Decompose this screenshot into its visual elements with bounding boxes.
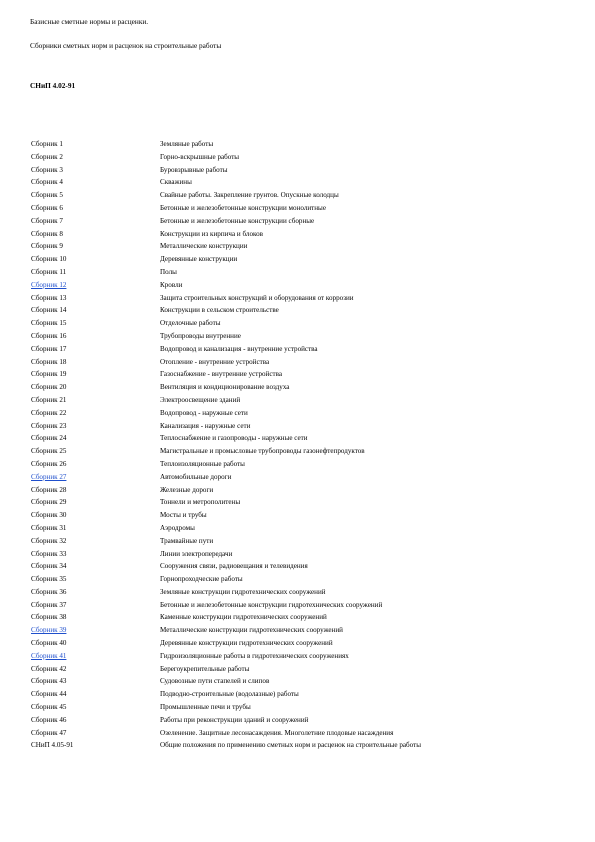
- collection-title: Автомобильные дороги: [160, 472, 232, 481]
- collection-title: Теплоснабжение и газопроводы - наружные сети: [160, 434, 308, 443]
- list-item: [31, 741, 571, 754]
- collection-number: Сборник 30: [31, 511, 67, 520]
- collection-number: Сборник 37: [31, 600, 67, 609]
- collection-title: Тоннели и метрополитены: [160, 498, 241, 507]
- list-item: [31, 332, 571, 345]
- collection-title: Судовозные пути стапелей и слипов: [160, 677, 270, 686]
- list-item: [31, 281, 571, 294]
- list-item: [31, 601, 571, 614]
- collection-title: Трубопроводы внутренние: [160, 331, 241, 340]
- collection-title: Полы: [160, 267, 177, 276]
- collection-title: Газоснабжение - внутренние устройства: [160, 370, 282, 379]
- collection-number: Сборник 14: [31, 306, 67, 315]
- list-item: [31, 729, 571, 742]
- collection-title: Земляные работы: [160, 140, 214, 148]
- list-item: [31, 230, 571, 243]
- collection-number: Сборник 7: [31, 216, 63, 225]
- list-item: [31, 319, 571, 332]
- list-item: [31, 703, 571, 716]
- collection-title: Водопровод и канализация - внутренние устройства: [160, 344, 318, 353]
- list-item: [31, 358, 571, 371]
- list-item: [31, 613, 571, 626]
- list-item: [31, 255, 571, 268]
- collection-title: Каменные конструкции гидротехнических сооружений: [160, 613, 327, 622]
- collection-number: Сборник 19: [31, 370, 67, 379]
- collection-title: Мосты и трубы: [160, 511, 207, 520]
- list-item: [31, 473, 571, 486]
- collection-title: Общие положения по применению сметных норм и расценок на строительные работы: [160, 741, 421, 750]
- list-item: [31, 575, 571, 588]
- collection-number: Сборник 15: [31, 319, 67, 328]
- collection-list: [31, 140, 571, 754]
- collection-title: Вентиляция и кондиционирование воздуха: [160, 383, 290, 392]
- collection-number: Сборник 33: [31, 549, 67, 558]
- collection-title: Промышленные печи и трубы: [160, 703, 251, 712]
- collection-title: Линии электропередачи: [160, 549, 233, 558]
- collection-title: Отделочные работы: [160, 319, 221, 328]
- collection-number: Сборник 32: [31, 536, 67, 545]
- list-item: [31, 652, 571, 665]
- collection-number: Сборник 2: [31, 152, 63, 161]
- list-item: [31, 550, 571, 563]
- collection-number: Сборник 44: [31, 690, 67, 699]
- collection-number: Сборник 26: [31, 459, 67, 468]
- collection-title: Бетонные и железобетонные конструкции монолитные: [160, 203, 326, 212]
- collection-title: Бетонные и железобетонные конструкции сборные: [160, 216, 315, 225]
- list-item: [31, 562, 571, 575]
- list-item: [31, 524, 571, 537]
- list-item: [31, 242, 571, 255]
- document-subheading: Сборники сметных норм и расценок на строительные работы: [30, 41, 222, 50]
- collection-title: Теплоизоляционные работы: [160, 459, 245, 468]
- collection-number: Сборник 43: [31, 677, 67, 686]
- collection-title: Бетонные и железобетонные конструкции гидротехнических сооружений: [160, 600, 383, 609]
- list-item: [31, 217, 571, 230]
- collection-number: Сборник 13: [31, 293, 67, 302]
- list-item: [31, 409, 571, 422]
- list-item: [31, 268, 571, 281]
- collection-number: Сборник 1: [31, 140, 63, 148]
- list-item: [31, 677, 571, 690]
- list-item: [31, 294, 571, 307]
- collection-title: Буровзрывные работы: [160, 165, 228, 174]
- collection-number: Сборник 38: [31, 613, 67, 622]
- list-item: [31, 498, 571, 511]
- list-item: [31, 537, 571, 550]
- collection-number: Сборник 11: [31, 267, 67, 276]
- list-item: [31, 140, 571, 153]
- collection-title: Металлические конструкции: [160, 242, 248, 251]
- collection-title: Электроосвещение зданий: [160, 395, 241, 404]
- collection-title: Отопление - внутренние устройства: [160, 357, 270, 366]
- collection-link[interactable]: Сборник 39: [31, 626, 67, 635]
- collection-number: Сборник 8: [31, 229, 63, 238]
- list-item: [31, 422, 571, 435]
- list-item: [31, 665, 571, 678]
- collection-number: Сборник 46: [31, 715, 67, 724]
- collection-title: Металлические конструкции гидротехнических сооружений: [160, 626, 343, 635]
- collection-number: Сборник 31: [31, 523, 67, 532]
- collection-title: Конструкции в сельском строительстве: [160, 306, 279, 315]
- collection-number: Сборник 3: [31, 165, 63, 174]
- collection-number: Сборник 4: [31, 178, 63, 187]
- collection-title: Горно-вскрышные работы: [160, 152, 240, 161]
- collection-number: Сборник 22: [31, 408, 67, 417]
- collection-title: Кровли: [160, 280, 183, 289]
- collection-title: Горнопроходческие работы: [160, 575, 243, 584]
- collection-number: Сборник 17: [31, 344, 67, 353]
- document-heading: Базисные сметные нормы и расценки.: [30, 17, 149, 26]
- collection-title: Сооружения связи, радиовещания и телевидения: [160, 562, 308, 571]
- collection-number: СНиП 4.05-91: [31, 741, 74, 750]
- collection-title: Озеленение. Защитные лесонасаждения. Многолетние плодовые насаждения: [160, 728, 394, 737]
- collection-number: Сборник 35: [31, 575, 67, 584]
- collection-title: Трамвайные пути: [160, 536, 214, 545]
- collection-number: Сборник 36: [31, 587, 67, 596]
- collection-title: Защита строительных конструкций и оборудования от коррозии: [160, 293, 354, 302]
- collection-number: Сборник 45: [31, 703, 67, 712]
- list-item: [31, 191, 571, 204]
- collection-title: Скважины: [160, 178, 192, 187]
- collection-number: Сборник 25: [31, 447, 67, 456]
- list-item: [31, 588, 571, 601]
- list-item: [31, 396, 571, 409]
- collection-title: Водопровод - наружные сети: [160, 408, 248, 417]
- collection-title: Земляные конструкции гидротехнических сооружений: [160, 587, 326, 596]
- list-item: [31, 716, 571, 729]
- list-item: [31, 306, 571, 319]
- collection-title: Берегоукрепительные работы: [160, 664, 250, 673]
- list-item: [31, 460, 571, 473]
- collection-title: Работы при реконструкции зданий и сооружений: [160, 715, 309, 724]
- list-item: [31, 370, 571, 383]
- list-item: [31, 511, 571, 524]
- list-item: [31, 345, 571, 358]
- collection-link[interactable]: Сборник 27: [31, 472, 67, 481]
- collection-link[interactable]: Сборник 12: [31, 280, 67, 289]
- collection-title: Деревянные конструкции: [160, 255, 238, 264]
- list-item: [31, 447, 571, 460]
- list-item: [31, 383, 571, 396]
- collection-number: Сборник 5: [31, 191, 63, 200]
- list-item: [31, 626, 571, 639]
- collection-title: Гидроизоляционные работы в гидротехнических сооружениях: [160, 651, 349, 660]
- collection-title: Магистральные и промысловые трубопроводы газонефтепродуктов: [160, 447, 365, 456]
- collection-link[interactable]: Сборник 41: [31, 651, 67, 660]
- document-code: СНиП 4.02-91: [30, 81, 76, 90]
- list-item: [31, 639, 571, 652]
- collection-number: Сборник 34: [31, 562, 67, 571]
- collection-number: Сборник 21: [31, 395, 67, 404]
- collection-number: Сборник 18: [31, 357, 67, 366]
- collection-number: Сборник 20: [31, 383, 67, 392]
- collection-title: Аэродромы: [160, 523, 195, 532]
- collection-number: Сборник 42: [31, 664, 67, 673]
- list-item: [31, 178, 571, 191]
- collection-title: Деревянные конструкции гидротехнических сооружений: [160, 639, 333, 648]
- collection-number: Сборник 6: [31, 203, 63, 212]
- list-item: [31, 690, 571, 703]
- collection-number: Сборник 23: [31, 421, 67, 430]
- collection-number: Сборник 28: [31, 485, 67, 494]
- collection-number: Сборник 10: [31, 255, 67, 264]
- collection-number: Сборник 47: [31, 728, 67, 737]
- collection-title: Свайные работы. Закрепление грунтов. Опускные колодцы: [160, 191, 339, 200]
- list-item: [31, 153, 571, 166]
- collection-number: Сборник 40: [31, 639, 67, 648]
- collection-title: Канализация - наружные сети: [160, 421, 251, 430]
- collection-title: Подводно-строительные (водолазные) работы: [160, 690, 299, 699]
- collection-number: Сборник 29: [31, 498, 67, 507]
- collection-title: Железные дороги: [160, 485, 214, 494]
- list-item: [31, 204, 571, 217]
- collection-number: Сборник 24: [31, 434, 67, 443]
- list-item: [31, 486, 571, 499]
- list-item: [31, 434, 571, 447]
- collection-number: Сборник 16: [31, 331, 67, 340]
- collection-number: Сборник 9: [31, 242, 63, 251]
- list-item: [31, 166, 571, 179]
- collection-title: Конструкции из кирпича и блоков: [160, 229, 263, 238]
